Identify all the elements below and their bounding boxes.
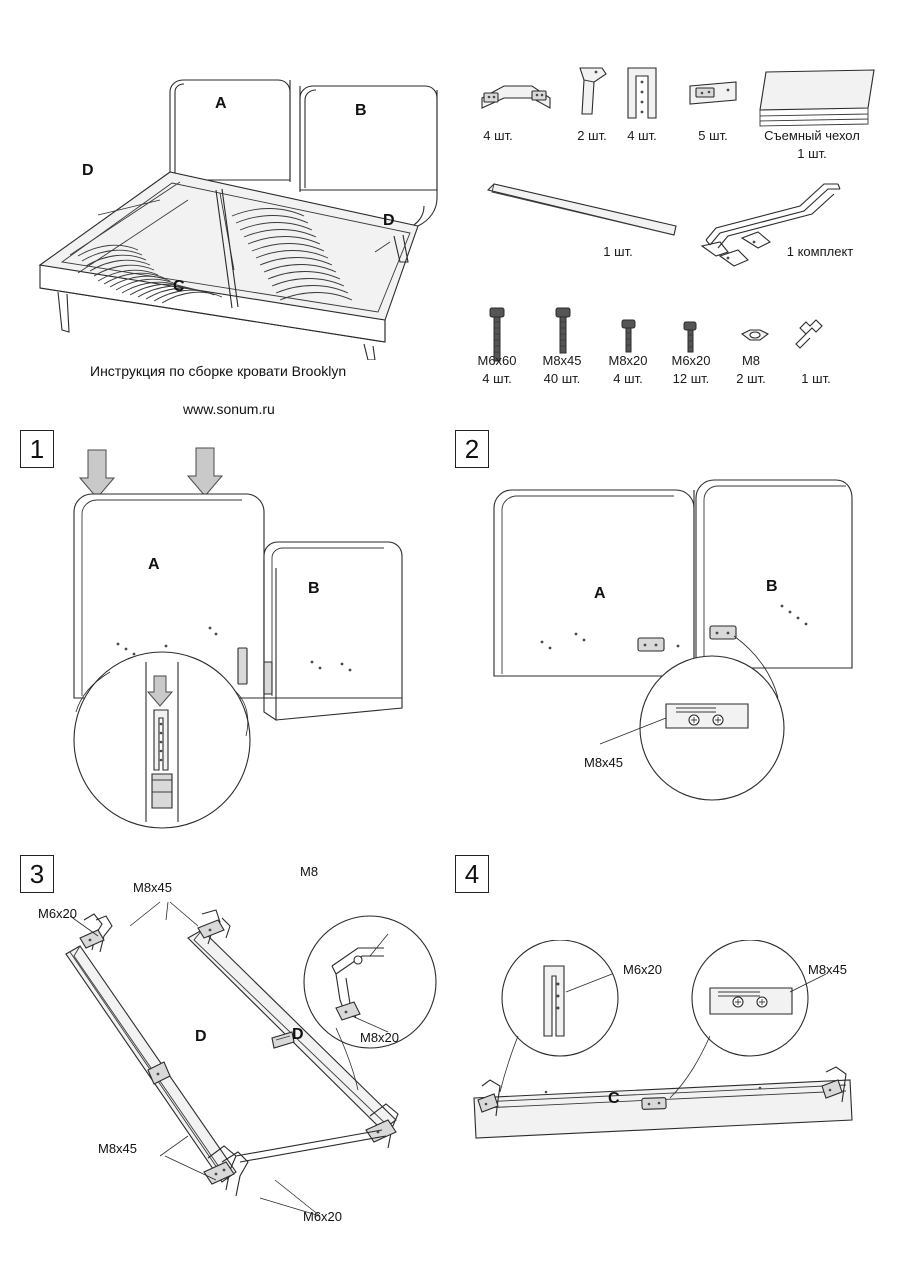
step4-callout-M6x20: M6x20 xyxy=(623,962,663,977)
hardware-qty-M6x20: 12 шт. xyxy=(672,371,710,386)
step3-label-D-left: D xyxy=(195,1028,207,1045)
step3-callout-M6x20-bottom: M6x20 xyxy=(303,1209,343,1224)
step3-leader-lines xyxy=(20,880,460,1240)
step1-label-B: B xyxy=(308,580,320,597)
hardware-code-M8x45: M8x45 xyxy=(542,353,582,368)
hardware-qty-M8x20: 4 шт. xyxy=(613,371,643,386)
part-qty-flat-plate: 4 шт. xyxy=(627,128,657,143)
part-flat-plate xyxy=(628,68,656,118)
part-qty-removable-cover: 1 шт. xyxy=(797,146,827,161)
step3-callout-M8x45-bottom: M8x45 xyxy=(98,1141,138,1156)
step3-callout-M8: M8 xyxy=(300,864,319,879)
part-removable-cover xyxy=(760,70,874,126)
step4-label-C: C xyxy=(608,1090,620,1107)
step3-callout-M6x20-top: M6x20 xyxy=(38,906,78,921)
part-qty-center-rail: 1 шт. xyxy=(603,244,633,259)
hardware-qty-M6x60: 4 шт. xyxy=(482,371,512,386)
bed-label-C: C xyxy=(173,278,185,295)
step-number-3: 3 xyxy=(20,855,54,893)
step2-label-B: B xyxy=(766,578,778,595)
step1-label-A: A xyxy=(148,556,160,573)
step-number-1: 1 xyxy=(20,430,54,468)
hardware-M8-nut xyxy=(742,330,768,340)
hardware-wrench xyxy=(796,320,822,348)
step3-label-D-right: D xyxy=(292,1026,304,1043)
part-name-removable-cover: Съемный чехол xyxy=(764,128,860,143)
bed-label-B: B xyxy=(355,102,367,119)
step3-callout-M8x20: M8x20 xyxy=(360,1030,400,1045)
bed-label-D-right: D xyxy=(383,212,395,229)
part-qty-corner-bracket: 4 шт. xyxy=(483,128,513,143)
hardware-qty-M8: 2 шт. xyxy=(736,371,766,386)
step2-illustration xyxy=(480,460,880,820)
hardware-code-M8: M8 xyxy=(741,353,761,368)
step4-callout-M8x45: M8x45 xyxy=(808,962,848,977)
part-center-rail xyxy=(488,184,676,235)
step2-callout-M8x45: M8x45 xyxy=(584,755,624,770)
hardware-code-M6x20: M6x20 xyxy=(671,353,711,368)
part-qty-connector-plate: 5 шт. xyxy=(698,128,728,143)
step2-label-A: A xyxy=(594,585,606,602)
parts-list-illustrations xyxy=(470,60,890,380)
part-qty-support-legs-set: 1 комплект xyxy=(786,244,854,259)
step1-illustration xyxy=(50,440,430,850)
hardware-M8x45 xyxy=(556,308,570,353)
hardware-M6x20 xyxy=(684,322,696,352)
part-qty-leg-bracket: 2 шт. xyxy=(577,128,607,143)
hardware-M8x20 xyxy=(622,320,635,352)
hardware-code-M8x20: M8x20 xyxy=(608,353,648,368)
hardware-code-M6x60: M6x60 xyxy=(477,353,517,368)
step4-illustration xyxy=(460,940,880,1190)
part-leg-bracket xyxy=(580,68,606,114)
step-number-2: 2 xyxy=(455,430,489,468)
part-connector-plate xyxy=(690,82,736,104)
step3-callout-M8x45-top: M8x45 xyxy=(133,880,173,895)
step-number-4: 4 xyxy=(455,855,489,893)
bed-label-D-left: D xyxy=(82,162,94,179)
bed-label-A: A xyxy=(215,95,227,112)
document-title: Инструкция по сборке кровати Brooklyn xyxy=(90,363,347,379)
hardware-qty-wrench: 1 шт. xyxy=(801,371,831,386)
bed-overview-illustration xyxy=(20,30,440,360)
hardware-qty-M8x45: 40 шт. xyxy=(543,371,581,386)
document-website[interactable]: www.sonum.ru xyxy=(183,401,275,417)
part-corner-bracket xyxy=(482,86,550,108)
